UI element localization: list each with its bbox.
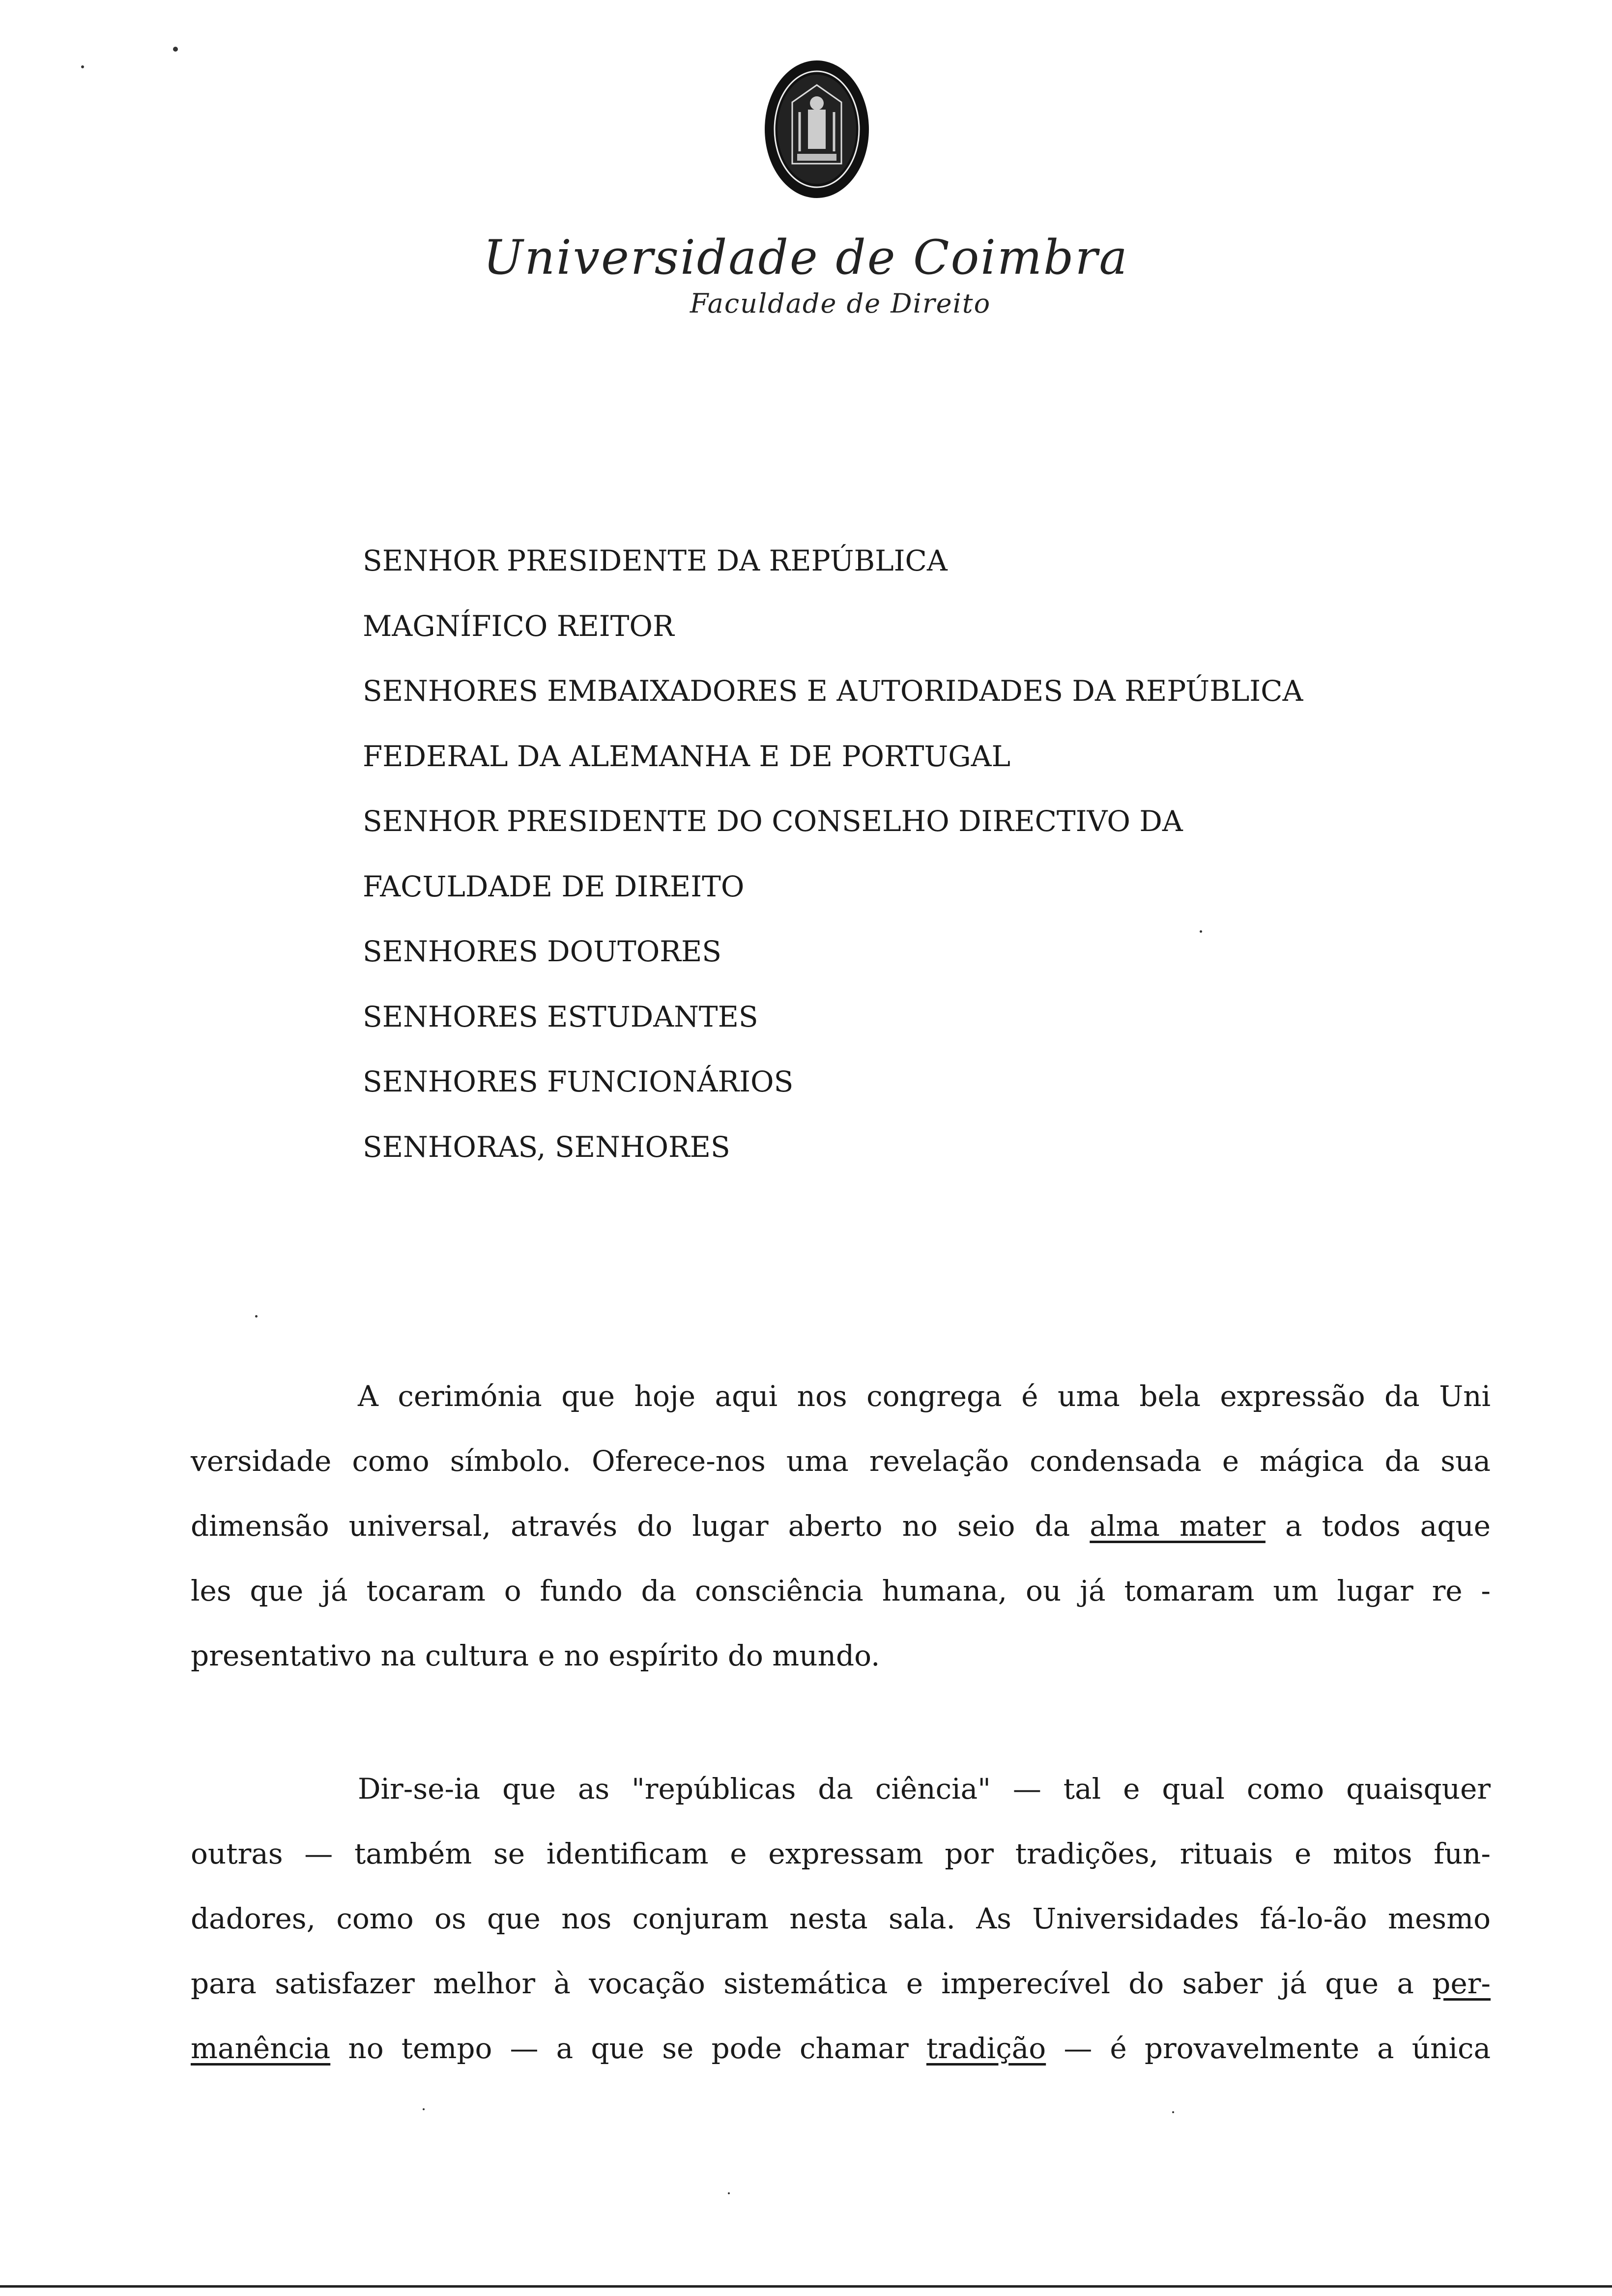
salutation-line: SENHORES EMBAIXADORES E AUTORIDADES DA REPÚBLICA [363,674,1303,708]
text-fragment: para satisfazer melhor à vocação sistemática e imperecível do saber já que a [191,1967,1414,2000]
salutation-line: SENHORAS, SENHORES [363,1130,730,1164]
text-fragment: dimensão universal, através do lugar aberto no seio da [191,1509,1070,1543]
text-line [191,1951,1491,2016]
university-seal-icon [763,58,871,201]
text-line: Dir-se-ia que as "repúblicas da ciência" — tal e qual como quaisquer [358,1772,1491,1806]
paragraph-republics [191,1756,1491,2081]
text-line [191,2016,1491,2081]
faculty-name: Faculdade de Direito [690,288,991,319]
salutation-line: SENHORES DOUTORES [363,935,722,968]
underlined-term: alma mater [1090,1509,1266,1543]
underlined-term: tradição [926,2032,1046,2065]
text-line: les que já tocaram o fundo da consciência humana, ou já tomaram um lugar re - [191,1574,1491,1607]
salutation-line: SENHORES ESTUDANTES [363,1000,758,1033]
text-line: A cerimónia que hoje aqui nos congrega é uma bela expressão da Uni [358,1379,1491,1413]
salutation-line: FACULDADE DE DIREITO [363,869,745,903]
text-fragment: — é provavelmente a única [1064,2032,1491,2065]
text-line: dadores, como os que nos conjuram nesta sala. As Universidades fá-lo-ão mesmo [191,1902,1491,1935]
text-line: presentativo na cultura e no espírito do mundo. [191,1639,880,1672]
text-line: versidade como símbolo. Oferece-nos uma revelação condensada e mágica da sua [191,1444,1491,1478]
salutation-line: FEDERAL DA ALEMANHA E DE PORTUGAL [363,739,1010,773]
underlined-term: per- [1432,1967,1491,2000]
salutation-list [363,528,1303,1179]
paragraph-ceremony [191,1364,1491,1688]
text-line: outras — também se identificam e expressam por tradições, rituais e mitos fun- [191,1837,1491,1870]
underlined-term: manência [191,2032,331,2065]
salutation-line: MAGNÍFICO REITOR [363,609,674,643]
page-bottom-edge [0,2285,1612,2288]
salutation-line: SENHORES FUNCIONÁRIOS [363,1065,794,1098]
university-name: Universidade de Coimbra [483,230,1129,285]
text-line [191,1493,1491,1558]
salutation-line: SENHOR PRESIDENTE DA REPÚBLICA [363,544,948,577]
salutation-line: SENHOR PRESIDENTE DO CONSELHO DIRECTIVO DA [363,804,1183,838]
text-fragment: no tempo — a que se pode chamar [348,2032,909,2065]
text-fragment: a todos aque [1285,1509,1491,1543]
